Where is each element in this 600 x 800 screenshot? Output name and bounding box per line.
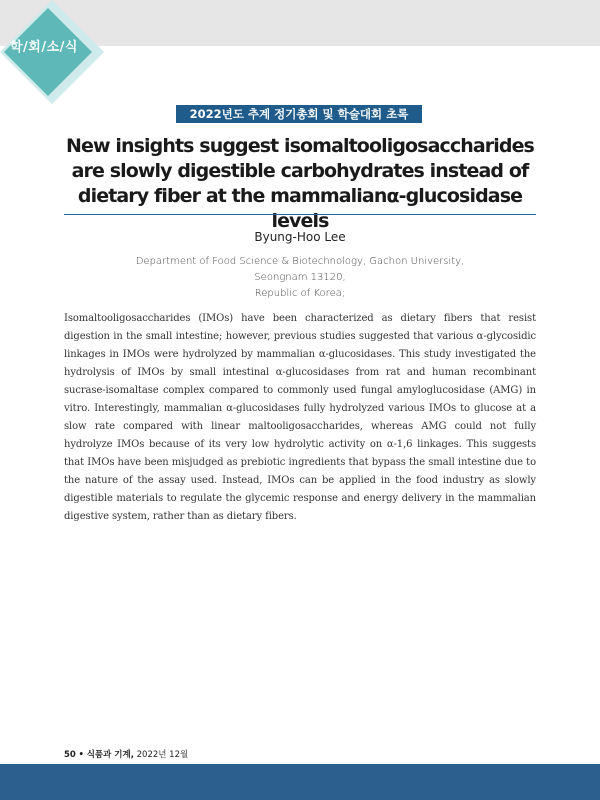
conference-banner: 2022년도 추계 정기총회 및 학술대회 초록	[176, 105, 422, 123]
abstract-body: Isomaltooligosaccharides (IMOs) have been characterized as dietary fibers that resist digestion in the small intestine; however, previous studies suggested that various α-glycosidic linkages in IMOs were hydrolyzed by mammalian α-glucosidases. This study investigated the hydrolysis of IMOs by small intestinal α-glucosidases from rat and human recombinant sucrase-isomaltase complex compared to commonly used fungal amyloglucosidase (AMG) in vitro. Interestingly, mammalian α-glucosidases fully hydrolyzed various IMOs to glucose at a slow rate compared with linear maltooligosaccharides, whereas AMG could not fully hydrolyze IMOs because of its very low hydrolytic activity on α-1,6 linkages. This suggests that IMOs have been misjudged as prebiotic ingredients that bypass the small intestine due to the nature of the assay used. Instead, IMOs can be applied in the food industry as slowly digestible materials to regulate the glycemic response and energy delivery in the mammalian digestive system, rather than as dietary fibers.	[64, 313, 536, 522]
journal-name: 식품과 기계,	[86, 750, 134, 760]
footer-band	[0, 764, 600, 800]
article-title: New insights suggest isomaltooligosaccharides are slowly digestible carbohydrates instead of dietary fiber at the mammalianα-glucosidase levels	[66, 135, 534, 232]
page-number: 50	[64, 750, 76, 760]
author-affiliation	[120, 254, 480, 302]
title-divider	[64, 214, 536, 215]
author-name: Byung-Hoo Lee	[254, 230, 346, 244]
section-tab-diamond	[0, 0, 130, 110]
issue-date: 2022년 12월	[136, 750, 189, 760]
affiliation-line-2: Republic of Korea;	[254, 288, 346, 299]
page-footer	[64, 748, 188, 760]
affiliation-line-1: Department of Food Science & Biotechnology, Gachon University, Seongnam 13120,	[135, 256, 465, 283]
section-tab-label: 학/회/소/식	[10, 40, 78, 55]
footer-separator: •	[78, 750, 84, 760]
